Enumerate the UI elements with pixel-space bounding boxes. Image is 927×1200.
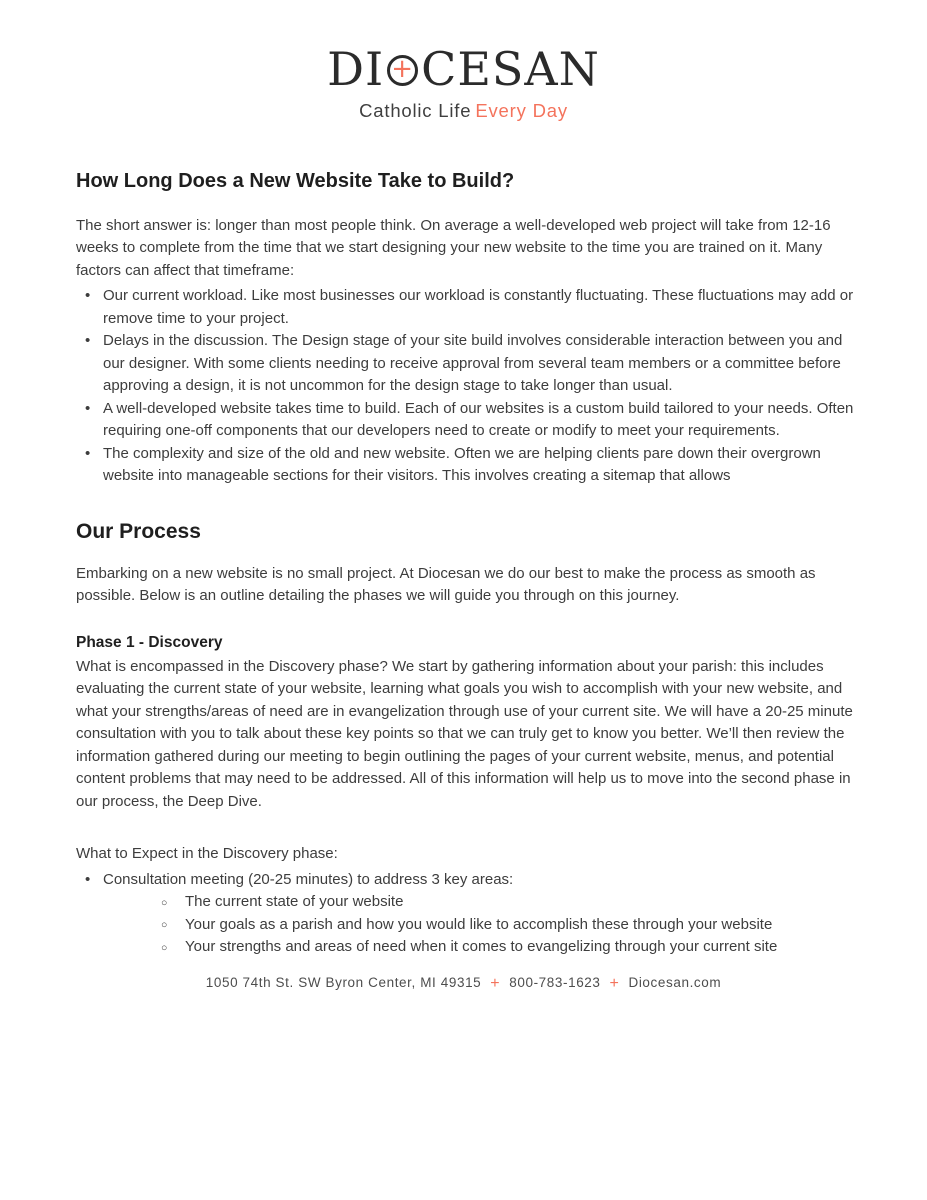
document-body (0, 168, 927, 959)
process-intro-paragraph: Embarking on a new website is no small project. At Diocesan we do our best to make the process as smooth as possible. Below is an outline detailing the phases we will guide you through on this journey. (76, 564, 816, 605)
tagline-text: Catholic Life (359, 99, 472, 121)
cross-icon: + (391, 54, 415, 85)
logo-wordmark (0, 44, 927, 95)
article-intro-paragraph: The short answer is: longer than most people think. On average a well-developed web project will take from 12-16 weeks to complete from the time that we start designing your new website to the time you are trained on it. Many factors can affect that timeframe: (76, 216, 831, 279)
key-areas-sublist (103, 891, 855, 959)
list-item-text: A well-developed website takes time to build. Each of our websites is a custom build tailored to your needs. Often requiring one-off components that our developers need to create or modify to meet your requirements. (103, 399, 854, 440)
sublist-item-text: The current state of your website (185, 893, 404, 911)
diocesan-logo (0, 0, 927, 122)
list-item-text: Our current workload. Like most businesses our workload is constantly fluctuating. These fluctuations may add or remove time to your project. (103, 287, 854, 327)
phase1-body-paragraph: What is encompassed in the Discovery phase? We start by gathering information about your parish: this includes evaluating the current state of your website, learning what goals you wish to accomplish with your new website, and what your strengths/areas of need are in evangelization through use of your current site. We will have a 20-25 minute consultation with you to talk about these key points so that we can truly get to know you better. We’ll then review the information gathered during our meeting to begin outlining the pages of your current website, menus, and potential content problems that may need to be addressed. All of this information will help us to move into the second phase in our process, the Deep Dive. (76, 657, 853, 810)
plus-separator-icon: + (490, 974, 501, 992)
section-title-our-process: Our Process (76, 519, 201, 543)
sublist-item (103, 936, 855, 959)
factors-list (76, 285, 855, 488)
footer (0, 974, 927, 992)
sublist-item (103, 891, 855, 914)
list-item-text: Consultation meeting (20-25 minutes) to address 3 key areas: (103, 870, 514, 888)
footer-website: Diocesan.com (628, 974, 722, 990)
footer-address: 1050 74th St. SW Byron Center, MI 49315 (205, 974, 482, 990)
list-item (76, 330, 855, 398)
phase1-expect-intro: What to Expect in the Discovery phase: (76, 845, 338, 863)
logo-o-circle-icon (387, 55, 418, 86)
expect-list (76, 869, 855, 959)
list-item (76, 285, 855, 330)
plus-separator-icon: + (609, 974, 620, 992)
tagline-accent: Every Day (475, 99, 568, 121)
list-item (76, 398, 855, 443)
list-item-text: The complexity and size of the old and new website. Often we are helping clients pare down their overgrown website into manageable sections for their visitors. This involves creating a sitemap that allows (103, 444, 821, 485)
list-item (76, 869, 855, 959)
sublist-item-text: Your goals as a parish and how you would like to accomplish these through your website (185, 915, 773, 933)
logo-text-suffix: CESAN (421, 42, 600, 96)
list-item-text: Delays in the discussion. The Design stage of your site build involves considerable interaction between you and our designer. With some clients needing to receive approval from several team members or a committee before approving a design, it is not uncommon for the design stage to take longer than usual. (103, 332, 843, 395)
logo-text-prefix: DI (327, 42, 385, 96)
footer-phone: 800-783-1623 (509, 974, 601, 990)
sublist-item-text: Your strengths and areas of need when it comes to evangelizing through your current site (185, 938, 778, 956)
sublist-item (103, 914, 855, 937)
phase1-heading: Phase 1 - Discovery (76, 633, 223, 651)
logo-tagline (0, 100, 927, 122)
list-item (76, 443, 855, 488)
article-title: How Long Does a New Website Take to Build? (76, 169, 515, 192)
